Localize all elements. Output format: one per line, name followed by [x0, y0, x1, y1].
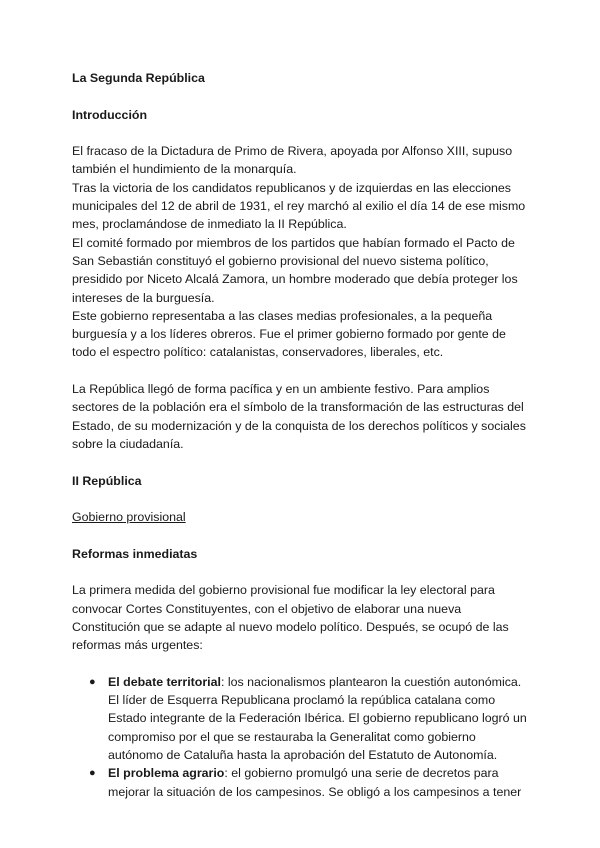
list-item-text: : los nacionalismos plantearon la cuestión autonómica. El líder de Esquerra Republicana proclamó la república catalana como Estado integrante de la Federación Ibérica. El gobierno republicano logró un compromiso por el que se restauraba la Generalitat como gobierno autónomo de Cataluña hasta la aprobación del Estatuto de Autonomía. [108, 674, 527, 762]
bullet-icon: ● [89, 767, 96, 780]
list-item-term: El problema agrario [108, 766, 225, 781]
bullet-icon: ● [89, 675, 96, 688]
intro-paragraph: Tras la victoria de los candidatos republicanos y de izquierdas en las elecciones municipales del 12 de abril de 1931, el rey marchó al exilio el día 14 de ese mismo mes, proclamándose de inmediato la II República. [72, 180, 526, 232]
document-title: La Segunda República [72, 71, 205, 85]
section-heading: II República [72, 473, 142, 488]
list-item-text: : el gobierno promulgó una serie de decretos para mejorar la situación de los campesinos. Se obligó a los campesinos a tener [108, 766, 522, 799]
document-body [72, 69, 532, 801]
intro-heading: Introducción [72, 107, 148, 122]
intro-closing-paragraph: La República llegó de forma pacífica y en un ambiente festivo. Para amplios sectores de la población era el símbolo de la transformación de las estructuras del Estado, de su modernización y de la conquista de los derechos políticos y sociales sobre la ciudadanía. [72, 382, 526, 451]
intro-paragraph: Este gobierno representaba a las clases medias profesionales, a la pequeña burguesía y a los líderes obreros. Fue el primer gobierno formado por gente de todo el espectro político: catalanistas, conservadores, liberales, etc. [72, 308, 506, 360]
list-item [89, 764, 532, 801]
reforms-intro-paragraph: La primera medida del gobierno provisional fue modificar la ley electoral para convocar Cortes Constituyentes, con el objetivo de elaborar una nueva Constitución que se adapte al nuevo modelo político. Después, se ocupó de las reformas más urgentes: [72, 583, 509, 653]
intro-paragraph: El comité formado por miembros de los partidos que habían formado el Pacto de San Sebastián constituyó el gobierno provisional del nuevo sistema político, presidido por Niceto Alcalá Zamora, un hombre moderado que debía proteger los intereses de la burguesía. [72, 235, 518, 305]
reforms-list [72, 673, 532, 801]
list-item [89, 673, 532, 764]
intro-paragraph: El fracaso de la Dictadura de Primo de Rivera, apoyada por Alfonso XIII, supuso también el hundimiento de la monarquía. [72, 144, 513, 177]
reforms-heading: Reformas inmediatas [72, 546, 198, 561]
list-item-term: El debate territorial [108, 674, 221, 689]
subsection-heading: Gobierno provisional [72, 510, 186, 525]
